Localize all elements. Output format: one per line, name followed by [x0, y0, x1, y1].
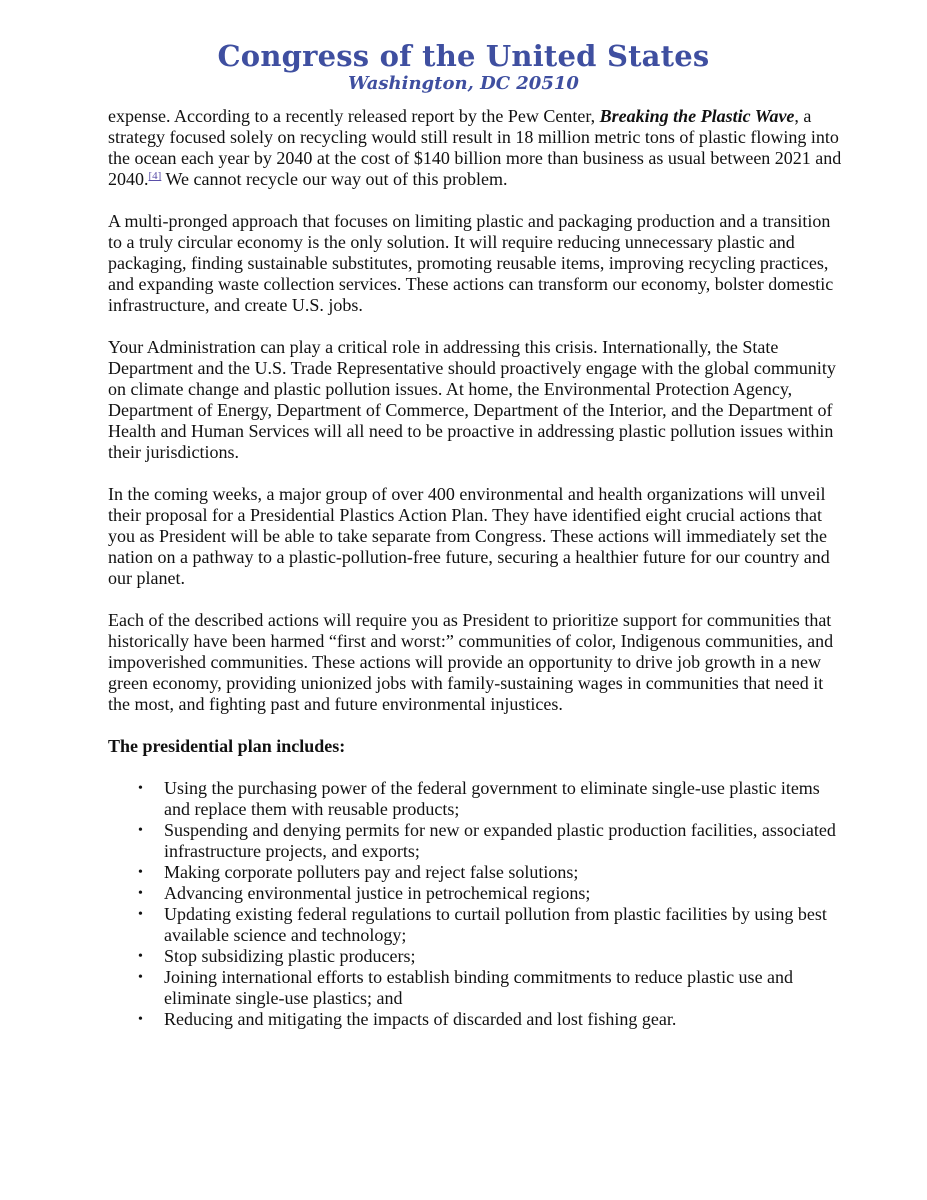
list-item-text: Reducing and mitigating the impacts of discarded and lost fishing gear. [164, 1009, 677, 1029]
list-item-text: Stop subsidizing plastic producers; [164, 946, 416, 966]
paragraph-1-text-b: , a strategy focused solely on recycling would still result in 18 million metric tons of plastic flowing into the ocean each year by 2040 at the cost of $140 billion more than business as usual between 2021 and 2040. [108, 106, 842, 189]
list-item-text: Using the purchasing power of the federal government to eliminate single-use plastic items and replace them with reusable products; [164, 778, 820, 819]
bullet-icon: • [138, 781, 143, 796]
paragraph-1-text-a: expense. According to a recently released report by the Pew Center, [108, 106, 600, 126]
bullet-icon: • [138, 886, 143, 901]
bullet-icon: • [138, 823, 143, 838]
plan-heading: The presidential plan includes: [108, 736, 346, 756]
letterhead-title: Congress of the United States [217, 39, 710, 73]
list-item-text: Updating existing federal regulations to curtail pollution from plastic facilities by using best available science and technology; [164, 904, 827, 945]
list-item [108, 883, 848, 904]
paragraph-4: In the coming weeks, a major group of over 400 environmental and health organizations will unveil their proposal for a Presidential Plastics Action Plan. They have identified eight crucial actions that you as President will be able to take separate from Congress. These actions will immediately set the nation on a pathway to a plastic-pollution-free future, securing a healthier future for our country and our planet. [108, 484, 830, 588]
bullet-icon: • [138, 949, 143, 964]
list-item [108, 820, 848, 862]
list-item-text: Making corporate polluters pay and reject false solutions; [164, 862, 579, 882]
list-item [108, 1009, 848, 1030]
bullet-icon: • [138, 1012, 143, 1027]
bullet-icon: • [138, 907, 143, 922]
paragraph-1 [108, 106, 848, 190]
list-item [108, 862, 848, 883]
paragraph-1-text-c: We cannot recycle our way out of this problem. [161, 169, 508, 189]
letter-body [108, 106, 848, 1030]
list-item [108, 967, 848, 1009]
paragraph-5: Each of the described actions will require you as President to prioritize support for communities that historically have been harmed “first and worst:” communities of color, Indigenous communities, and impoverished communities. These actions will provide an opportunity to drive job growth in a new green economy, providing unionized jobs with family-sustaining wages in communities that need it the most, and fighting past and future environmental injustices. [108, 610, 834, 714]
bullet-icon: • [138, 865, 143, 880]
footnote-link[interactable]: [4] [148, 170, 162, 182]
letterhead [0, 40, 927, 94]
paragraph-3: Your Administration can play a critical role in addressing this crisis. Internationally, the State Department and the U.S. Trade Representative should proactively engage with the global community on climate change and plastic pollution issues. At home, the Environmental Protection Agency, Department of Energy, Department of Commerce, Department of the Interior, and the Department of Health and Human Services will all need to be proactive in addressing plastic pollution issues within their jurisdictions. [108, 337, 836, 462]
list-item [108, 778, 848, 820]
list-item-text: Suspending and denying permits for new or expanded plastic production facilities, associated infrastructure projects, and exports; [164, 820, 836, 861]
list-item [108, 946, 848, 967]
paragraph-2: A multi-pronged approach that focuses on limiting plastic and packaging production and a transition to a truly circular economy is the only solution. It will require reducing unnecessary plastic and packaging, finding sustainable substitutes, promoting reusable items, improving recycling practices, and expanding waste collection services. These actions can transform our economy, bolster domestic infrastructure, and create U.S. jobs. [108, 211, 834, 315]
report-title: Breaking the Plastic Wave [599, 106, 795, 126]
list-item [108, 904, 848, 946]
bullet-icon: • [138, 970, 143, 985]
plan-list [108, 778, 848, 1030]
list-item-text: Joining international efforts to establish binding commitments to reduce plastic use and eliminate single-use plastics; and [164, 967, 794, 1008]
letterhead-subtitle: Washington, DC 20510 [348, 73, 579, 94]
list-item-text: Advancing environmental justice in petrochemical regions; [164, 883, 591, 903]
